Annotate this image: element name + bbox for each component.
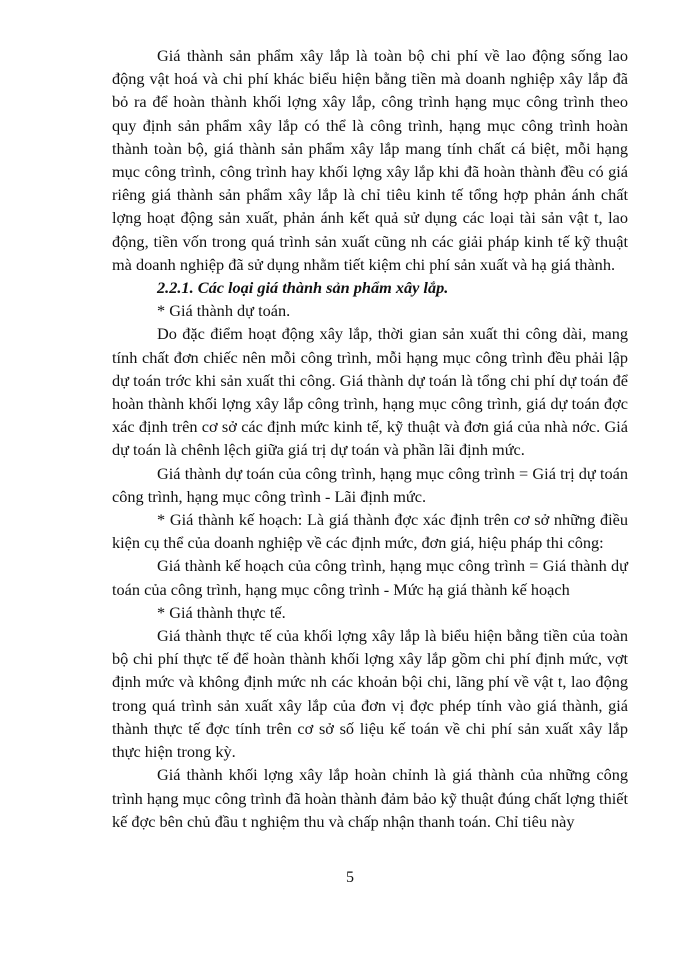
paragraph-estimate-label: * Giá thành dự toán. — [157, 301, 291, 321]
paragraph-1: Giá thành sản phẩm xây lắp là toàn bộ chi phí về lao động sống lao động vật hoá và chi phí khác biểu hiện bằng tiền mà doanh nghiệp xây lắp đã bỏ ra để hoàn thành khối lợng xây lắp, công trình hạng mục công trình theo quy định sản phẩm xây lắp có thể là công trình, hạng mục công trình hoàn thành toàn bộ, giá thành sản phẩm xây lắp mang tính chất cá biệt, mỗi hạng mục công trình, công trình hay khối lợng xây lắp khi đã hoàn thành đều có giá riêng giá thành sản phẩm xây lắp là chỉ tiêu kinh tế tổng hợp phản ánh chất lợng hoạt động sản xuất, phản ánh kết quả sử dụng các loại tài sản vật t, lao động, tiền vốn trong quá trình sản xuất cũng nh các giải pháp kinh tế kỹ thuật mà doanh nghiệp đã sử dụng nhằm tiết kiệm chi phí sản xuất và hạ giá thành. — [112, 46, 628, 274]
paragraph-plan-label: * Giá thành kế hoạch: Là giá thành đợc xác định trên cơ sở những điều kiện cụ thể của doanh nghiệp về các định mức, đơn giá, hiệu pháp thi công: — [112, 510, 628, 553]
paragraph-estimate-formula: Giá thành dự toán của công trình, hạng mục công trình = Giá trị dự toán công trình, hạng mục công trình - Lãi định mức. — [112, 463, 628, 506]
body-text — [112, 44, 628, 833]
paragraph-completed: Giá thành khối lợng xây lắp hoàn chỉnh là giá thành của những công trình hạng mục công trình đã hoàn thành đảm bảo kỹ thuật đúng chất lợng thiết kế đợc bên chủ đầu t nghiệm thu và chấp nhận thanh toán. Chỉ tiêu này — [112, 765, 628, 831]
paragraph-actual: Giá thành thực tế của khối lợng xây lắp là biểu hiện bằng tiền của toàn bộ chi phí thực tế để hoàn thành khối lợng xây lắp gồm chi phí định mức, vợt định mức và không định mức nh các khoản bội chi, lãng phí về vật t, lao động trong quá trình sản xuất xây lắp của đơn vị đợc phép tính vào giá thành, giá thành thực tế đợc tính trên cơ sở số liệu kế toán về chi phí sản xuất xây lắp thực hiện trong kỳ. — [112, 626, 628, 762]
page-number: 5 — [346, 869, 354, 886]
paragraph-plan-formula: Giá thành kế hoạch của công trình, hạng mục công trình = Giá thành dự toán của công trình, hạng mục công trình - Mức hạ giá thành kế hoạch — [112, 556, 628, 599]
section-heading: 2.2.1. Các loại giá thành sản phẩm xây lắp. — [157, 278, 449, 298]
paragraph-actual-label: * Giá thành thực tế. — [157, 602, 286, 622]
paragraph-estimate: Do đặc điểm hoạt động xây lắp, thời gian sản xuất thi công dài, mang tính chất đơn chiếc nên mỗi công trình, mỗi hạng mục công trình đều phải lập dự toán trớc khi sản xuất thi công. Giá thành dự toán là tổng chi phí dự toán để hoàn thành khối lợng xây lắp công trình, hạng mục công trình, giá dự toán đợc xác định trên cơ sở các định mức kinh tế, kỹ thuật và đơn giá của nhà nớc. Giá dự toán là chênh lệch giữa giá trị dự toán và phần lãi định mức. — [112, 324, 628, 460]
